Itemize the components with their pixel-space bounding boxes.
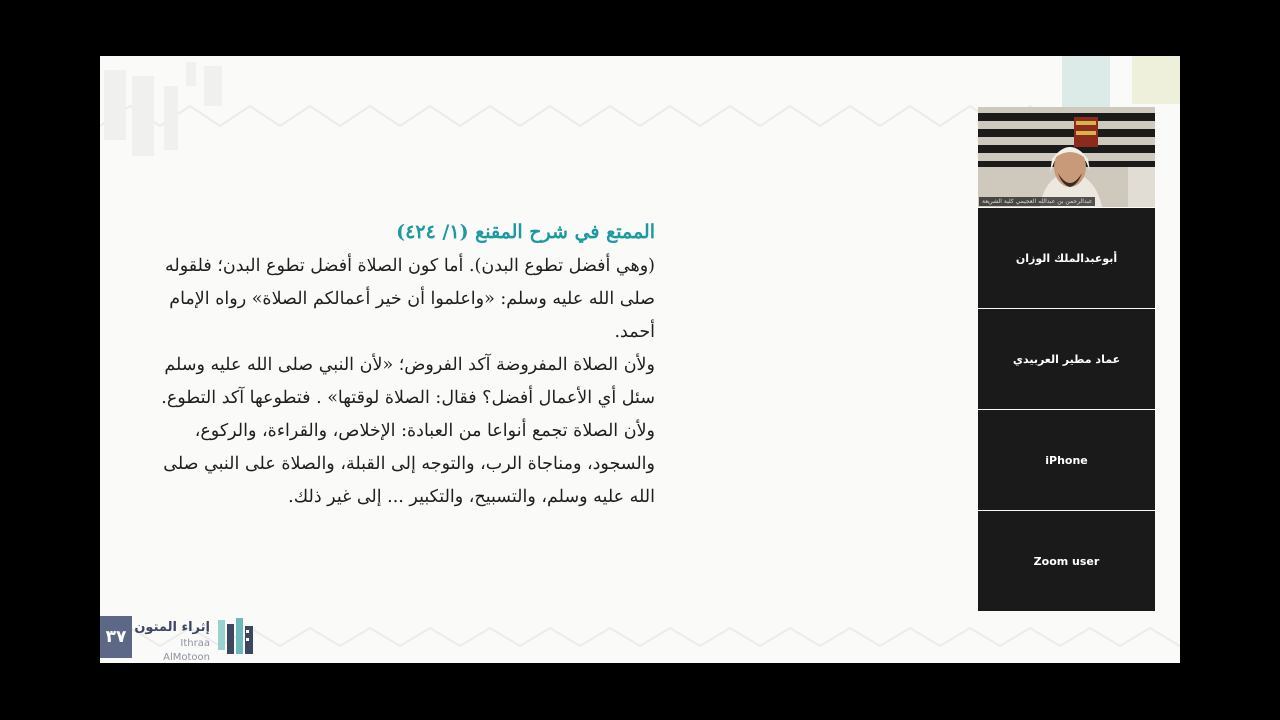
- logo-text: [134, 619, 210, 663]
- video-caption: عبدالرحمن بن عبدالله العجيمي كلية الشريعة: [979, 197, 1095, 206]
- logo-english: Ithraa AlMotoon: [163, 638, 210, 663]
- participant-tile[interactable]: [978, 208, 1155, 308]
- participant-name: iPhone: [1045, 453, 1088, 467]
- logo-arabic: إثراء المتون: [134, 620, 210, 635]
- paragraph: ولأن الصلاة تجمع أنواعا من العبادة: الإخلاص، والقراءة، والركوع، والسجود، ومناجاة الرب، والتوجه إلى القبلة، والصلاة على النبي صلى الله عليه وسلم، والتسبيح، والتكبير ... إلى غير ذلك.: [163, 421, 655, 507]
- participant-tile[interactable]: [978, 511, 1155, 611]
- reference-title: الممتع في شرح المقنع (١/ ٤٢٤): [396, 221, 655, 243]
- paragraph: (وهي أفضل تطوع البدن). أما كون الصلاة أفضل تطوع البدن؛ فلقوله صلى الله عليه وسلم: «واعلموا أن خير أعمالكم الصلاة» رواه الإمام أحمد.: [165, 256, 655, 342]
- paragraph: ولأن الصلاة المفروضة آكد الفروض؛ «لأن النبي صلى الله عليه وسلم سئل أي الأعمال أفضل؟ فقال: الصلاة لوقتها» . فتطوعها آكد التطوع.: [161, 355, 655, 408]
- decorative-block: [1132, 56, 1180, 104]
- participants-panel: [978, 107, 1155, 612]
- logo-mark-icon: [216, 616, 256, 658]
- slide-text: [140, 216, 655, 514]
- participant-name: Zoom user: [1033, 554, 1100, 568]
- participant-tile[interactable]: [978, 410, 1155, 510]
- participant-name: أبوعبدالملك الوزان: [1015, 251, 1118, 265]
- decorative-block: [1062, 56, 1110, 108]
- page-number: ٣٧: [100, 616, 132, 658]
- brand-logo: [100, 616, 260, 663]
- speaker-video: [978, 107, 1155, 207]
- participant-video-tile[interactable]: [978, 107, 1155, 207]
- participant-tile[interactable]: [978, 309, 1155, 409]
- participant-name: عماد مطير العربيدي: [1012, 352, 1121, 366]
